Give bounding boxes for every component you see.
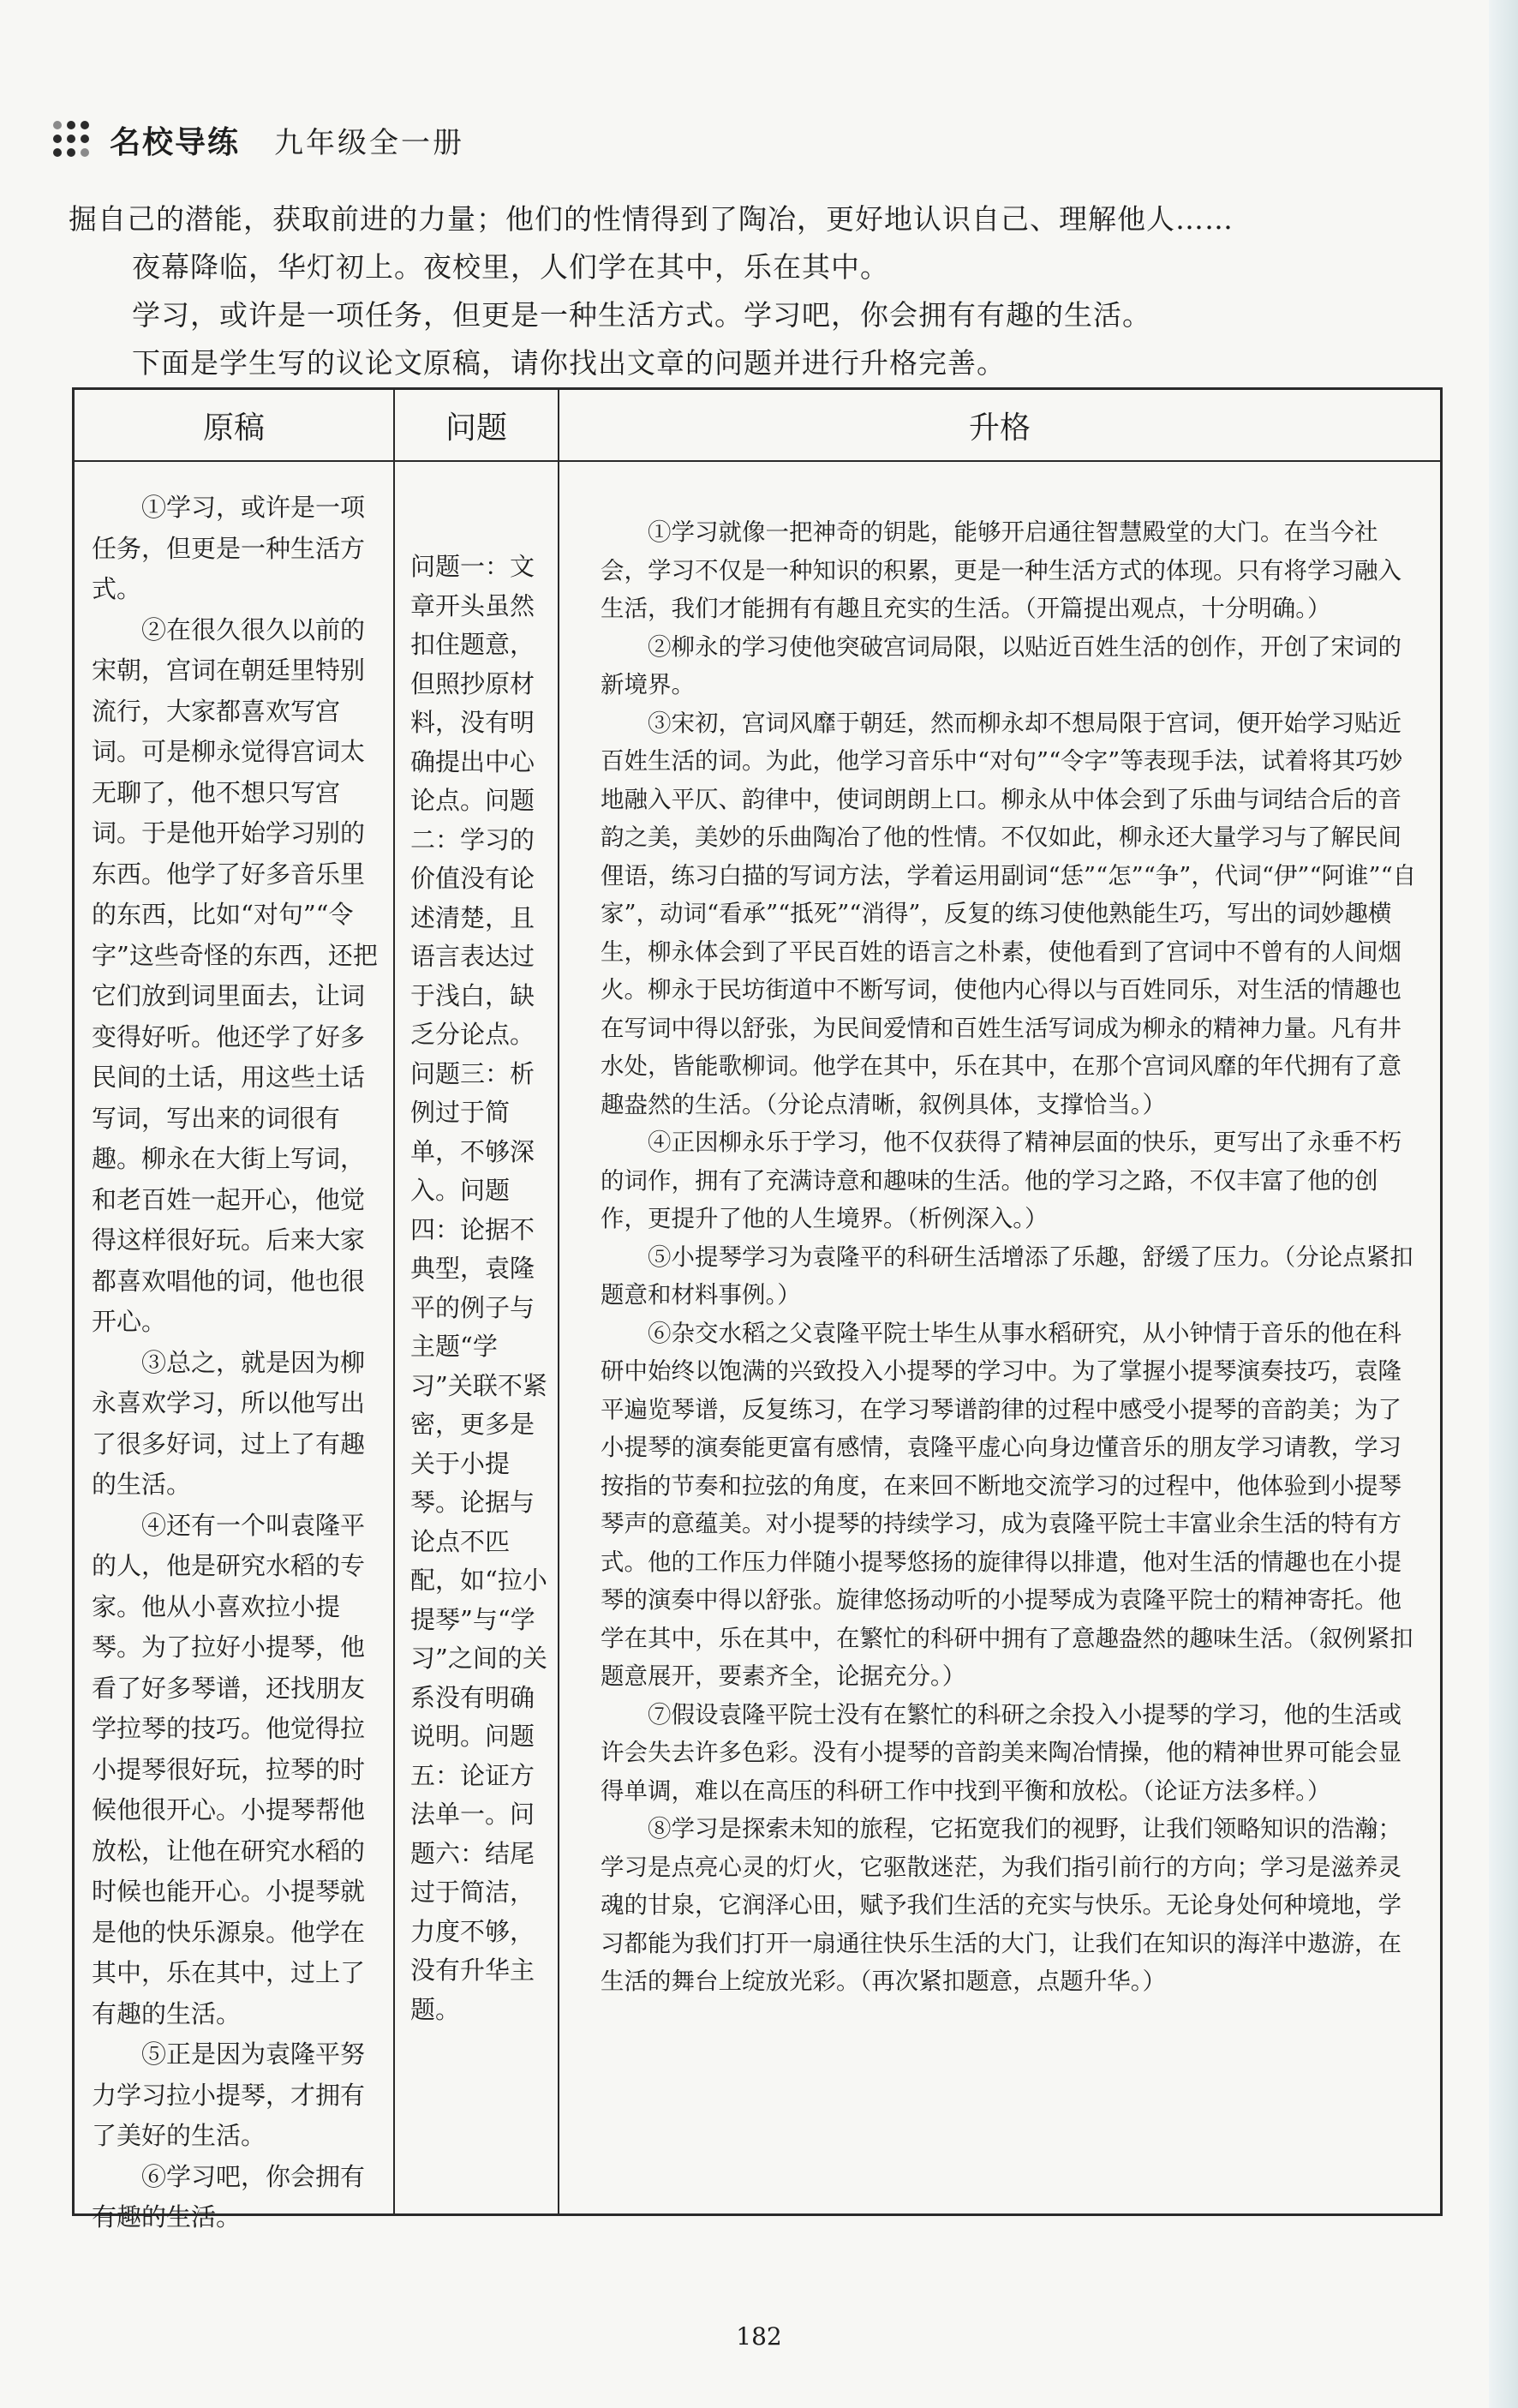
original-paragraph: ②在很久很久以前的宋朝，宫词在朝廷里特别流行，大家都喜欢写宫词。可是柳永觉得宫词太无聊了，他不想只写宫词。于是他开始学习别的东西。他学了好多音乐里的东西，比如“对句”“令字”这些奇怪的东西，还把它们放到词里面去，让词变得好听。他还学了好多民间的土话，用这些土话写词，写出来的词很有趣。柳永在大街上写词，和老百姓一起开心，他觉得这样很好玩。后来大家都喜欢唱他的词，他也很开心。 [92, 614, 378, 1336]
column-header-problems: 问题 [445, 410, 507, 446]
intro-line: 下面是学生写的议论文原稿，请你找出文章的问题并进行升格完善。 [132, 346, 1006, 380]
intro-text [69, 195, 1448, 387]
original-paragraph: ④还有一个叫袁隆平的人，他是研究水稻的专家。他从小喜欢拉小提琴。为了拉好小提琴，他看了好多琴谱，还找朋友学拉琴的技巧。他觉得拉小提琴很好玩，拉琴的时候他很开心。小提琴帮他放松，让他在研究水稻的时候也能开心。小提琴就是他的快乐源泉。他学在其中，乐在其中，过上了有趣的生活。 [92, 1510, 366, 2028]
revised-paragraph: ④正因柳永乐于学习，他不仅获得了精神层面的快乐，更写出了永垂不朽的词作，拥有了充满诗意和趣味的生活。他的学习之路，不仅丰富了他的创作，更提升了他的人生境界。（析例深入。） [601, 1129, 1401, 1232]
problems-cell [410, 548, 558, 2029]
intro-line: 学习，或许是一项任务，但更是一种生活方式。学习吧，你会拥有有趣的生活。 [132, 298, 1151, 332]
book-grade: 九年级全一册 [274, 125, 465, 160]
revised-paragraph: ⑤小提琴学习为袁隆平的科研生活增添了乐趣，舒缓了压力。（分论点紧扣题意和材料事例。） [601, 1243, 1413, 1309]
column-header-original: 原稿 [202, 410, 265, 446]
revised-paragraph: ①学习就像一把神奇的钥匙，能够开启通往智慧殿堂的大门。在当今社会，学习不仅是一种知识的积累，更是一种生活方式的体现。只有将学习融入生活，我们才能拥有有趣且充实的生活。（开篇提出观点，十分明确。） [601, 518, 1401, 622]
header-dots-icon [53, 121, 91, 159]
original-paragraph: ①学习，或许是一项任务，但更是一种生活方式。 [92, 493, 366, 603]
page-number: 182 [736, 2322, 782, 2351]
intro-line: 夜幕降临，华灯初上。夜校里，人们学在其中，乐在其中。 [132, 250, 889, 284]
original-draft-cell [92, 488, 383, 2238]
column-divider [558, 390, 559, 2213]
revision-table [72, 387, 1443, 2231]
problems-text: 问题一：文章开头虽然扣住题意，但照抄原材料，没有明确提出中心论点。问题二：学习的价值没有论述清楚，且语言表达过于浅白，缺乏分论点。问题三：析例过于简单，不够深入。问题四：论据不典型，袁隆平的例子与主题“学习”关联不紧密，更多是关于小提琴。论据与论点不匹配，如“拉小提琴”与“学习”之间的关系没有明确说明。问题五：论证方法单一。问题六：结尾过于简洁，力度不够，没有升华主题。 [410, 552, 547, 2024]
column-divider [393, 390, 395, 2213]
revised-paragraph: ⑧学习是探索未知的旅程，它拓宽我们的视野，让我们领略知识的浩瀚；学习是点亮心灵的灯火，它驱散迷茫，为我们指引前行的方向；学习是滋养灵魂的甘泉，它润泽心田，赋予我们生活的充实与快乐。无论身处何种境地，学习都能为我们打开一扇通往快乐生活的大门，让我们在知识的海洋中遨游，在生活的舞台上绽放光彩。（再次紧扣题意，点题升华。） [601, 1815, 1401, 1995]
original-paragraph: ③总之，就是因为柳永喜欢学习，所以他写出了很多好词，过上了有趣的生活。 [92, 1347, 366, 1499]
book-brand: 名校导练 [110, 124, 241, 160]
column-header-revised: 升格 [968, 410, 1031, 446]
intro-line: 掘自己的潜能，获取前进的力量；他们的性情得到了陶冶，更好地认识自己、理解他人…… [69, 202, 1234, 236]
original-paragraph: ⑥学习吧，你会拥有有趣的生活。 [92, 2161, 366, 2231]
page-header [53, 110, 464, 170]
header-divider [75, 460, 1440, 462]
revised-paragraph: ③宋初，宫词风靡于朝廷，然而柳永却不想局限于宫词，便开始学习贴近百姓生活的词。为此，他学习音乐中“对句”“令字”等表现手法，试着将其巧妙地融入平仄、韵律中，使词朗朗上口。柳永从中体会到了乐曲与词结合后的音韵之美，美妙的乐曲陶冶了他的性情。不仅如此，柳永还大量学习与了解民间俚语，练习白描的写词方法，学着运用副词“恁”“怎”“争”，代词“伊”“阿谁”“自家”，动词“看承”“抵死”“消得”，反复的练习使他熟能生巧，写出的词妙趣横生，柳永体会到了平民百姓的语言之朴素，使他看到了宫词中不曾有的人间烟火。柳永于民坊街道中不断写词，使他内心得以与百姓同乐，对生活的情趣也在写词中得以舒张，为民间爱情和百姓生活写词成为柳永的精神力量。凡有井水处，皆能歌柳词。他学在其中，乐在其中，在那个宫词风靡的年代拥有了意趣盎然的生活。（分论点清晰，叙例具体，支撑恰当。） [601, 709, 1417, 1118]
revised-paragraph: ⑦假设袁隆平院士没有在繁忙的科研之余投入小提琴的学习，他的生活或许会失去许多色彩。没有小提琴的音韵美来陶冶情操，他的精神世界可能会显得单调，难以在高压的科研工作中找到平衡和放松。（论证方法多样。） [601, 1700, 1401, 1805]
revised-paragraph: ⑥杂交水稻之父袁隆平院士毕生从事水稻研究，从小钟情于音乐的他在科研中始终以饱满的兴致投入小提琴的学习中。为了掌握小提琴演奏技巧，袁隆平遍览琴谱，反复练习，在学习琴谱韵律的过程中感受小提琴的音韵美；为了小提琴的演奏能更富有感情，袁隆平虚心向身边懂音乐的朋友学习请教，学习按指的节奏和拉弦的角度，在来回不断地交流学习的过程中，他体验到小提琴琴声的意蕴美。对小提琴的持续学习，成为袁隆平院士丰富业余生活的特有方式。他的工作压力伴随小提琴悠扬的旋律得以排遣，他对生活的情趣也在小提琴的演奏中得以舒张。旋律悠扬动听的小提琴成为袁隆平院士的精神寄托。他学在其中，乐在其中，在繁忙的科研中拥有了意趣盎然的趣味生活。（叙例紧扣题意展开，要素齐全，论据充分。） [601, 1319, 1413, 1690]
original-paragraph: ⑤正是因为袁隆平努力学习拉小提琴，才拥有了美好的生活。 [92, 2040, 366, 2150]
revised-paragraph: ②柳永的学习使他突破宫词局限，以贴近百姓生活的创作，开创了宋词的新境界。 [601, 632, 1401, 698]
revised-cell [601, 513, 1418, 2001]
page-edge-shadow [1489, 0, 1518, 2408]
